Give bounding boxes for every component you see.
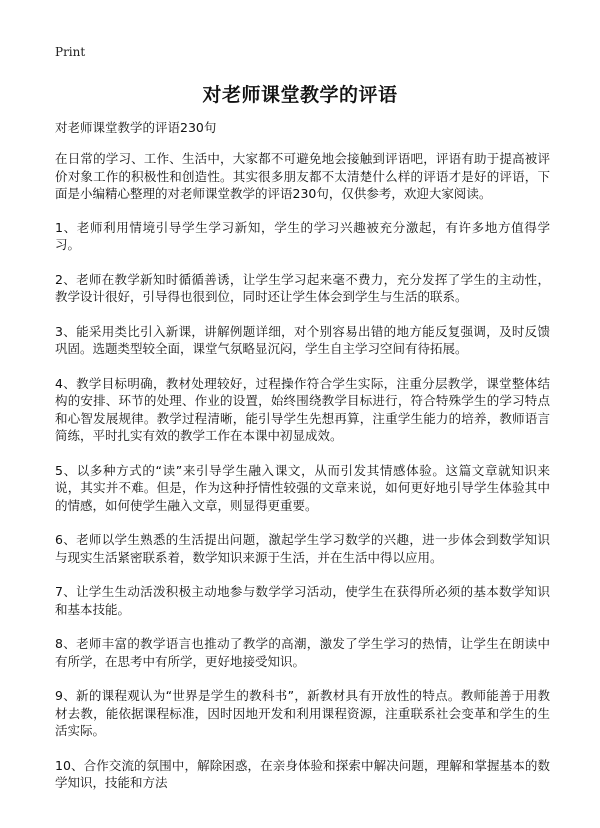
comment-item-1: 1、老师利用情境引导学生学习新知，学生的学习兴趣被充分激起，有许多地方值得学习。 (55, 219, 550, 252)
comment-item-10: 10、合作交流的氛围中，解除困惑，在亲身体验和探索中解决问题，理解和掌握基本的数学知识，技能和方法 (55, 757, 550, 790)
comment-item-2: 2、老师在教学新知时循循善诱，让学生学习起来毫不费力，充分发挥了学生的主动性，教学设计很好，引导得也很到位，同时还让学生体会到学生与生活的联系。 (55, 271, 550, 304)
comment-item-7: 7、让学生生动活泼积极主动地参与数学学习活动，使学生在获得所必须的基本数学知识和基本技能。 (55, 584, 550, 617)
comment-item-4: 4、教学目标明确，教材处理较好，过程操作符合学生实际，注重分层教学，课堂整体结构的安排、环节的处理、作业的设置，始终围绕教学目标进行，符合特殊学生的学习特点和心智发展规律。教学过程清晰，能引导学生先想再算，注重学生能力的培养，教师语言简练，平时扎实有效的教学工作在本课中初显成效。 (55, 375, 550, 443)
document-title: 对老师课堂教学的评语 (202, 84, 398, 106)
document-subtitle: 对老师课堂教学的评语230句 (55, 120, 217, 135)
intro-paragraph: 在日常的学习、工作、生活中，大家都不可避免地会接触到评语吧，评语有助于提高被评价对象工作的积极性和创造性。其实很多朋友都不太清楚什么样的评语才是好的评语，下面是小编精心整理的对老师课堂教学的评语230句，仅供参考，欢迎大家阅读。 (55, 151, 550, 201)
comment-item-3: 3、能采用类比引入新课，讲解例题详细，对个别容易出错的地方能反复强调，及时反馈巩固。选题类型较全面，课堂气氛略显沉闷，学生自主学习空间有待拓展。 (55, 323, 550, 356)
comment-item-6: 6、老师以学生熟悉的生活提出问题，激起学生学习数学的兴趣，进一步体会到数学知识与现实生活紧密联系着，数学知识来源于生活，并在生活中得以应用。 (55, 532, 550, 565)
print-label[interactable]: Print (55, 45, 86, 59)
document-body (55, 118, 550, 809)
comment-item-8: 8、老师丰富的教学语言也推动了教学的高潮，激发了学生学习的热情，让学生在朗读中有所学，在思考中有所学，更好地接受知识。 (55, 636, 550, 669)
comment-item-5: 5、以多种方式的“读”来引导学生融入课文，从而引发其情感体验。这篇文章就知识来说，其实并不难。但是，作为这种抒情性较强的文章来说，如何更好地引导学生体验其中的情感，如何使学生融入文章，则显得更重要。 (55, 462, 550, 513)
comment-item-9: 9、新的课程观认为“世界是学生的教科书”，新教材具有开放性的特点。教师能善于用教材去教，能依据课程标准，因时因地开发和利用课程资源，注重联系社会变革和学生的生活实际。 (55, 688, 550, 738)
